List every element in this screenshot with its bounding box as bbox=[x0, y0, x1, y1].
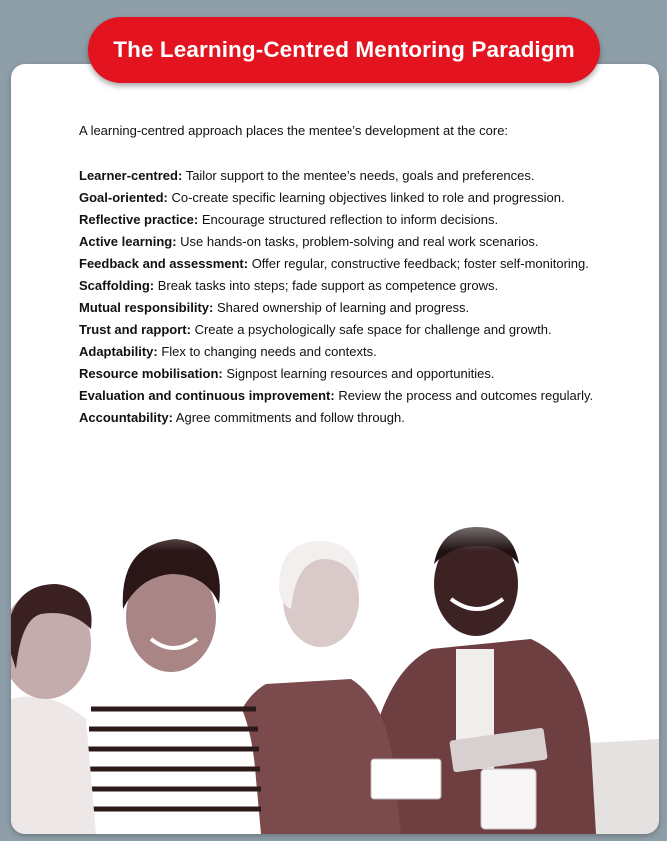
content-body bbox=[79, 120, 599, 429]
list-item bbox=[79, 165, 599, 187]
item-desc: Agree commitments and follow through. bbox=[172, 410, 405, 425]
list-item bbox=[79, 275, 599, 297]
item-term: Goal-oriented: bbox=[79, 190, 168, 205]
item-desc: Shared ownership of learning and progress. bbox=[213, 300, 470, 315]
item-term: Feedback and assessment: bbox=[79, 256, 249, 271]
title-banner bbox=[88, 17, 600, 83]
list-item bbox=[79, 385, 599, 407]
item-term: Active learning: bbox=[79, 234, 177, 249]
content-card bbox=[11, 64, 659, 834]
item-desc: Create a psychologically safe space for challenge and growth. bbox=[190, 322, 552, 337]
item-term: Trust and rapport: bbox=[79, 322, 191, 337]
intro-text: A learning-centred approach places the mentee’s development at the core: bbox=[79, 123, 509, 138]
item-desc: Use hands-on tasks, problem-solving and real work scenarios. bbox=[176, 234, 539, 249]
list-item bbox=[79, 253, 599, 275]
item-desc: Encourage structured reflection to inform decisions. bbox=[198, 212, 499, 227]
item-term: Mutual responsibility: bbox=[79, 300, 214, 315]
item-term: Accountability: bbox=[79, 410, 173, 425]
list-item bbox=[79, 407, 599, 429]
principles-list bbox=[79, 165, 599, 429]
group-photo bbox=[11, 489, 659, 834]
item-desc: Co-create specific learning objectives linked to role and progression. bbox=[167, 190, 565, 205]
item-desc: Offer regular, constructive feedback; foster self-monitoring. bbox=[248, 256, 589, 271]
list-item bbox=[79, 319, 599, 341]
item-term: Scaffolding: bbox=[79, 278, 155, 293]
list-item bbox=[79, 187, 599, 209]
list-item bbox=[79, 341, 599, 363]
item-desc: Review the process and outcomes regularly. bbox=[334, 388, 594, 403]
item-desc: Tailor support to the mentee’s needs, goals and preferences. bbox=[182, 168, 535, 183]
item-desc: Signpost learning resources and opportunities. bbox=[222, 366, 495, 381]
item-term: Evaluation and continuous improvement: bbox=[79, 388, 335, 403]
list-item bbox=[79, 231, 599, 253]
list-item bbox=[79, 209, 599, 231]
list-item bbox=[79, 363, 599, 385]
item-desc: Break tasks into steps; fade support as competence grows. bbox=[154, 278, 499, 293]
item-desc: Flex to changing needs and contexts. bbox=[157, 344, 377, 359]
item-term: Adaptability: bbox=[79, 344, 158, 359]
page-title: The Learning-Centred Mentoring Paradigm bbox=[113, 37, 575, 62]
item-term: Resource mobilisation: bbox=[79, 366, 223, 381]
item-term: Reflective practice: bbox=[79, 212, 199, 227]
list-item bbox=[79, 297, 599, 319]
item-term: Learner-centred: bbox=[79, 168, 183, 183]
